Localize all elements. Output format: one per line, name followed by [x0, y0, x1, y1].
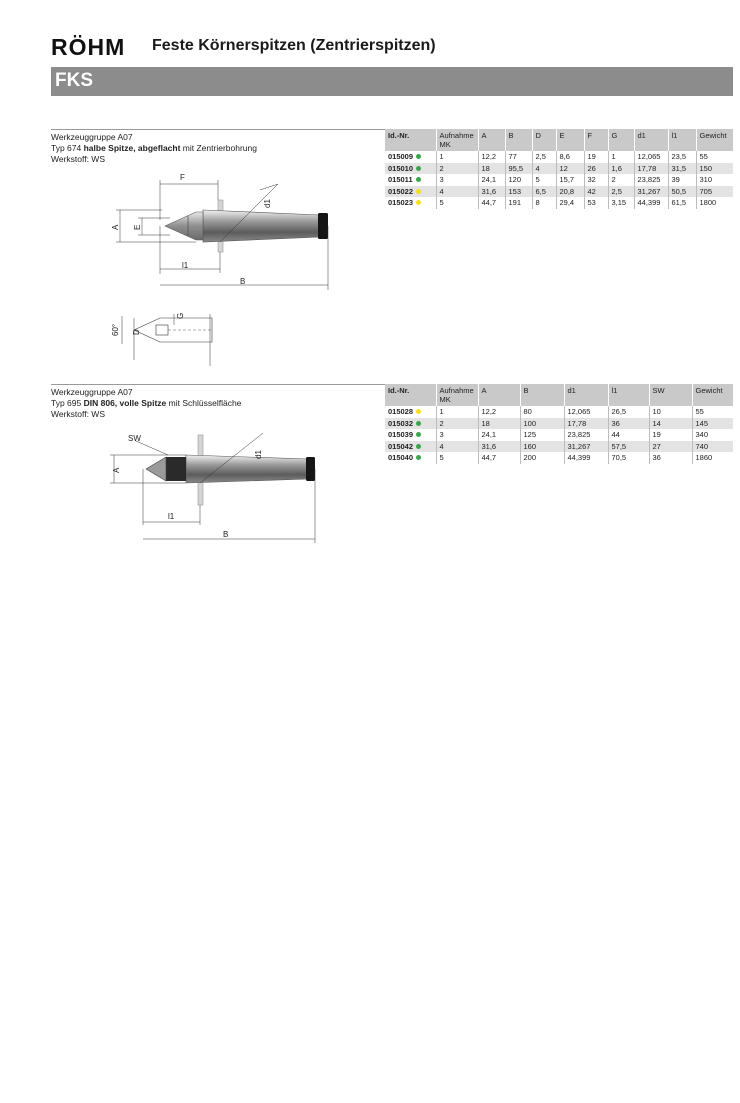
dim-label-E: E [133, 224, 142, 230]
tool-group: Werkzeuggruppe A07 [51, 132, 133, 142]
cell: 2,5 [532, 151, 556, 163]
cell: 740 [692, 441, 733, 453]
cell: 3,15 [608, 197, 634, 209]
cell: 10 [649, 406, 692, 418]
detail-label-G: G [176, 312, 185, 319]
cell: 310 [699, 175, 713, 185]
cell: 5 [436, 197, 478, 209]
dim-label-SW: SW [128, 434, 141, 443]
cell: 23,825 [634, 174, 668, 186]
cell: 12 [556, 163, 584, 175]
dim-label-B: B [223, 530, 229, 539]
cell: 120 [505, 174, 532, 186]
col-header-l1: l1 [668, 129, 696, 151]
cell: 3 [436, 429, 478, 441]
col-header-SW: SW [649, 384, 692, 406]
banner-label: FKS [55, 70, 93, 91]
cell: 77 [505, 151, 532, 163]
cell-id [385, 163, 436, 175]
cell: 2,5 [608, 186, 634, 198]
detail-label-D: D [132, 329, 141, 335]
article-number: 015039 [388, 430, 414, 440]
cell: 53 [584, 197, 608, 209]
cell-id [385, 418, 436, 430]
table-row [385, 406, 733, 418]
cell: 57,5 [608, 441, 649, 453]
table-row [385, 174, 733, 186]
cell: 153 [505, 186, 532, 198]
article-number: 015011 [388, 175, 413, 185]
table-row [385, 452, 733, 464]
col-header-d1: d1 [634, 129, 668, 151]
page-title: Feste Körnerspitzen (Zentrierspitzen) [152, 37, 436, 54]
table-row [385, 429, 733, 441]
dim-label-l1: l1 [182, 261, 189, 270]
col-header-D: D [532, 129, 556, 151]
cell: 4 [436, 186, 478, 198]
cell: 26,5 [608, 406, 649, 418]
material-line: Werkstoff: WS [51, 154, 106, 164]
cell: 340 [695, 430, 709, 440]
cell: 12,2 [478, 151, 505, 163]
cell: 8,6 [556, 151, 584, 163]
cell-id [385, 197, 436, 209]
cell-id [385, 429, 436, 441]
cell: 31,6 [478, 441, 520, 453]
table-row [385, 163, 733, 175]
col-header-id: Id.-Nr. [385, 129, 436, 151]
cell-id [385, 406, 436, 418]
cell: 44 [608, 429, 649, 441]
availability-dot-icon [416, 409, 421, 414]
cell: 27 [649, 441, 692, 453]
cell: 42 [584, 186, 608, 198]
article-number: 015009 [388, 152, 414, 162]
article-number: 015022 [388, 186, 414, 196]
dim-label-d1: d1 [263, 199, 272, 208]
cell: 15,7 [556, 174, 584, 186]
section-description [51, 387, 241, 420]
type-prefix: Typ 695 [51, 398, 84, 408]
cell: 8 [532, 197, 556, 209]
cell: 1,6 [608, 163, 634, 175]
cell: 44,7 [478, 197, 505, 209]
cell: 36 [608, 418, 649, 430]
cell: 24,1 [478, 174, 505, 186]
cell: 200 [520, 452, 564, 464]
cell: 191 [505, 197, 532, 209]
cell: 19 [649, 429, 692, 441]
col-header-B: B [520, 384, 564, 406]
table-row [385, 441, 733, 453]
cell: 17,78 [634, 163, 668, 175]
cell: 18 [478, 163, 505, 175]
cell: 31,5 [668, 163, 696, 175]
cell: 1800 [699, 198, 717, 208]
cell: 31,267 [564, 441, 608, 453]
cell: 1 [608, 151, 634, 163]
availability-dot-icon [416, 166, 421, 171]
type-bold: halbe Spitze, abgeflacht [83, 143, 181, 153]
col-header-id: Id.-Nr. [385, 384, 436, 406]
cell: 70,5 [608, 452, 649, 464]
tool-group: Werkzeuggruppe A07 [51, 387, 133, 397]
cell: 19 [584, 151, 608, 163]
cell: 5 [532, 174, 556, 186]
cell: 12,065 [634, 151, 668, 163]
table-row [385, 418, 733, 430]
dim-label-l1: l1 [168, 512, 175, 521]
cell: 20,8 [556, 186, 584, 198]
cell: 26 [584, 163, 608, 175]
cell: 2 [608, 174, 634, 186]
cell: 44,399 [564, 452, 608, 464]
cell: 17,78 [564, 418, 608, 430]
cell: 12,2 [478, 406, 520, 418]
table-header-row [385, 129, 733, 151]
cell: 5 [436, 452, 478, 464]
article-number: 015023 [388, 198, 414, 208]
cell: 29,4 [556, 197, 584, 209]
col-header-l1: l1 [608, 384, 649, 406]
col-header-G: G [608, 129, 634, 151]
availability-dot-icon [416, 154, 421, 159]
drawing-674-side-view [100, 160, 340, 295]
cell: 705 [696, 186, 733, 198]
table-row [385, 186, 733, 198]
article-number: 015040 [388, 453, 414, 463]
dim-label-d1: d1 [254, 450, 263, 459]
col-header-gewicht: Gewicht [696, 129, 733, 151]
cell: 1 [436, 406, 478, 418]
cell: 150 [696, 163, 733, 175]
cell: 23,825 [564, 429, 608, 441]
availability-dot-icon [416, 455, 421, 460]
article-number: 015010 [388, 163, 414, 173]
availability-dot-icon [416, 177, 421, 182]
category-banner [51, 67, 733, 96]
cell: 2 [436, 163, 478, 175]
cell-id [385, 441, 436, 453]
cell-id [385, 174, 436, 186]
cell: 3 [436, 174, 478, 186]
dim-label-F: F [180, 173, 185, 182]
cell: 160 [520, 441, 564, 453]
type-line [51, 398, 241, 409]
article-number: 015032 [388, 418, 414, 428]
availability-dot-icon [416, 432, 421, 437]
cell: 61,5 [668, 197, 696, 209]
cell: 12,065 [564, 406, 608, 418]
cell: 100 [520, 418, 564, 430]
col-header-mk: Aufnahme MK [436, 384, 478, 406]
dim-label-A: A [111, 224, 120, 230]
cell: 24,1 [478, 429, 520, 441]
drawing-695-side-view [108, 425, 328, 550]
article-number: 015042 [388, 441, 414, 451]
table-header-row [385, 384, 733, 406]
cell: 55 [699, 152, 708, 162]
col-header-mk: Aufnahme MK [436, 129, 478, 151]
cell: 4 [532, 163, 556, 175]
cell: 80 [520, 406, 564, 418]
type-suffix: mit Schlüsselfläche [166, 398, 242, 408]
spec-table-674 [385, 129, 733, 209]
availability-dot-icon [416, 421, 421, 426]
cell: 50,5 [668, 186, 696, 198]
col-header-A: A [478, 129, 505, 151]
detail-label-angle: 60° [111, 323, 120, 336]
col-header-F: F [584, 129, 608, 151]
cell: 2 [436, 418, 478, 430]
material-line: Werkstoff: WS [51, 409, 106, 419]
cell: 145 [692, 418, 733, 430]
cell-id [385, 151, 436, 163]
cell: 95,5 [505, 163, 532, 175]
cell-id [385, 186, 436, 198]
cell: 31,267 [634, 186, 668, 198]
cell: 36 [649, 452, 692, 464]
cell: 32 [584, 174, 608, 186]
cell: 31,6 [478, 186, 505, 198]
cell: 6,5 [532, 186, 556, 198]
type-bold: DIN 806, volle Spitze [83, 398, 167, 408]
cell: 18 [478, 418, 520, 430]
availability-dot-icon [416, 444, 421, 449]
roehm-logo: RÖHM [51, 34, 126, 60]
type-suffix: mit Zentrierbohrung [180, 143, 257, 153]
cell-id [385, 452, 436, 464]
cell: 44,7 [478, 452, 520, 464]
availability-dot-icon [416, 200, 421, 205]
cell: 1860 [695, 453, 713, 463]
col-header-A: A [478, 384, 520, 406]
col-header-E: E [556, 129, 584, 151]
cell: 4 [436, 441, 478, 453]
dim-label-B: B [240, 277, 246, 286]
col-header-d1: d1 [564, 384, 608, 406]
table-row [385, 197, 733, 209]
type-prefix: Typ 674 [51, 143, 84, 153]
cell: 125 [520, 429, 564, 441]
table-row [385, 151, 733, 163]
col-header-gewicht: Gewicht [692, 384, 733, 406]
cell: 39 [668, 174, 696, 186]
type-line [51, 143, 257, 154]
availability-dot-icon [416, 189, 421, 194]
spec-table-695 [385, 384, 733, 464]
cell: 23,5 [668, 151, 696, 163]
dim-label-A: A [112, 467, 121, 473]
article-number: 015028 [388, 407, 414, 417]
drawing-674-detail-view [112, 300, 222, 370]
cell: 14 [649, 418, 692, 430]
cell: 1 [436, 151, 478, 163]
cell: 44,399 [634, 197, 668, 209]
col-header-B: B [505, 129, 532, 151]
cell: 55 [695, 407, 704, 417]
